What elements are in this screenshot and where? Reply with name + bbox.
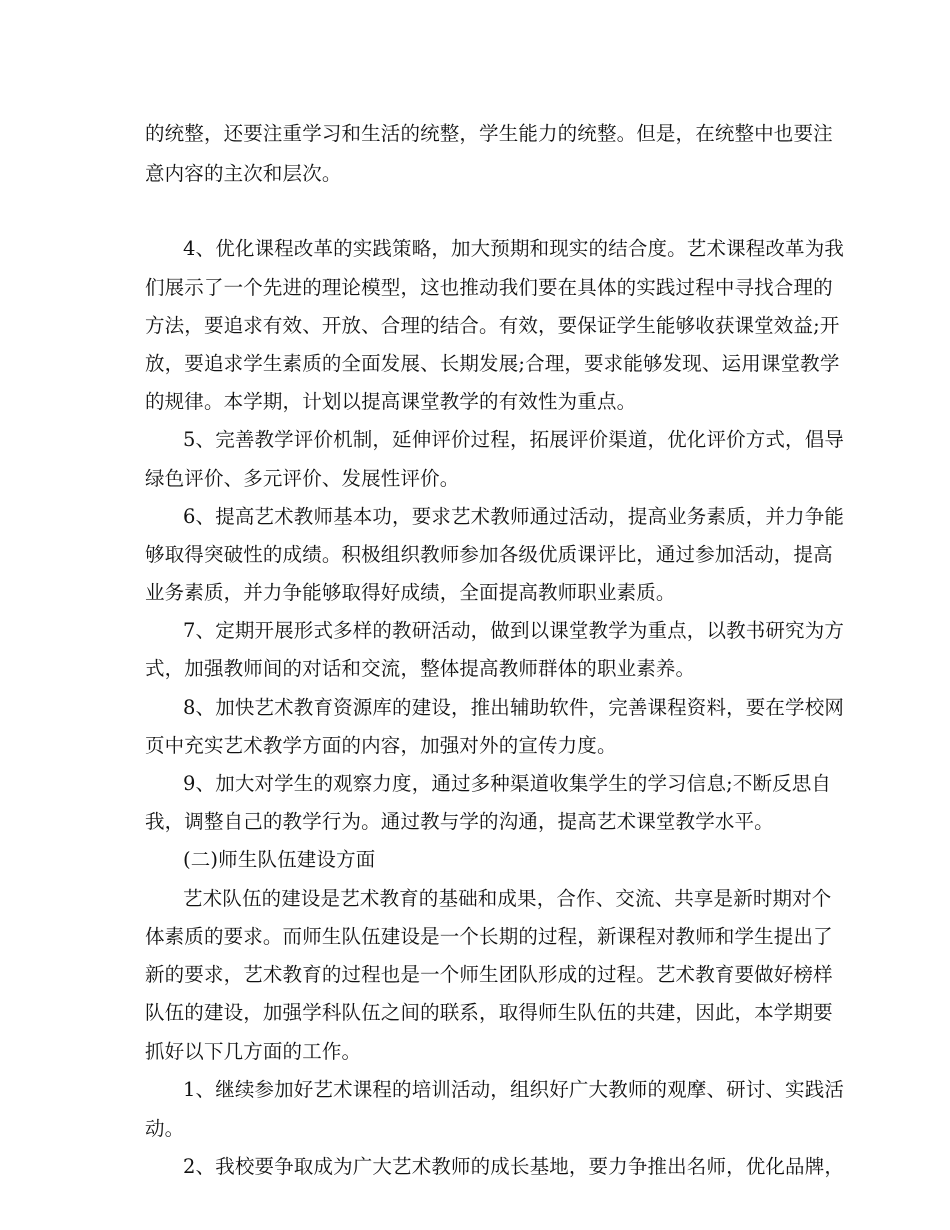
paragraph-line: 4、优化课程改革的实践策略，加大预期和现实的结合度。艺术课程改革为我 xyxy=(183,237,845,260)
paragraph-line: 绿色评价、多元评价、发展性评价。 xyxy=(145,467,460,490)
paragraph-line: 1、继续参加好艺术课程的培训活动，组织好广大教师的观摩、研讨、实践活 xyxy=(183,1078,845,1101)
paragraph-line: 动。 xyxy=(145,1117,185,1140)
paragraph-line: 的规律。本学期，计划以提高课堂教学的有效性为重点。 xyxy=(145,390,637,413)
paragraph-line: 页中充实艺术教学方面的内容，加强对外的宣传力度。 xyxy=(145,734,617,757)
paragraph-line: 够取得突破性的成绩。积极组织教师参加各级优质课评比，通过参加活动，提高 xyxy=(145,543,833,566)
paragraph-line: 业务素质，并力争能够取得好成绩，全面提高教师职业素质。 xyxy=(145,581,676,604)
paragraph-line: 抓好以下几方面的工作。 xyxy=(145,1040,362,1063)
paragraph-line: 式，加强教师间的对话和交流，整体提高教师群体的职业素养。 xyxy=(145,657,696,680)
section-heading: (二)师生队伍建设方面 xyxy=(183,848,376,871)
paragraph-line: 体素质的要求。而师生队伍建设是一个长期的过程，新课程对教师和学生提出了 xyxy=(145,925,833,948)
paragraph-line: 我，调整自己的教学行为。通过教与学的沟通，提高艺术课堂教学水平。 xyxy=(145,810,774,833)
paragraph-line: 新的要求，艺术教育的过程也是一个师生团队形成的过程。艺术教育要做好榜样 xyxy=(145,963,833,986)
paragraph-line: 们展示了一个先进的理论模型，这也推动我们要在具体的实践过程中寻找合理的 xyxy=(145,276,833,299)
paragraph-line: 艺术队伍的建设是艺术教育的基础和成果，合作、交流、共享是新时期对个 xyxy=(183,887,832,910)
paragraph-line: 放，要追求学生素质的全面发展、长期发展;合理，要求能够发现、运用课堂教学 xyxy=(145,352,840,375)
paragraph-line: 9、加大对学生的观察力度，通过多种渠道收集学生的学习信息;不断反思自 xyxy=(183,772,832,795)
paragraph-line: 2、我校要争取成为广大艺术教师的成长基地，要力争推出名师，优化品牌， xyxy=(183,1155,845,1178)
paragraph-line: 7、定期开展形式多样的教研活动，做到以课堂教学为重点，以教书研究为方 xyxy=(183,619,845,642)
paragraph-line: 队伍的建设，加强学科队伍之间的联系，取得师生队伍的共建，因此，本学期要 xyxy=(145,1001,833,1024)
paragraph-line: 的统整，还要注重学习和生活的统整，学生能力的统整。但是，在统整中也要注 xyxy=(145,122,833,145)
paragraph-line: 5、完善教学评价机制，延伸评价过程，拓展评价渠道，优化评价方式，倡导 xyxy=(183,428,845,451)
paragraph-line: 方法，要追求有效、开放、合理的结合。有效，要保证学生能够收获课堂效益;开 xyxy=(145,314,840,337)
paragraph-line: 意内容的主次和层次。 xyxy=(145,162,342,185)
paragraph-line: 6、提高艺术教师基本功，要求艺术教师通过活动，提高业务素质，并力争能 xyxy=(183,505,845,528)
paragraph-line: 8、加快艺术教育资源库的建设，推出辅助软件，完善课程资料，要在学校网 xyxy=(183,696,845,719)
